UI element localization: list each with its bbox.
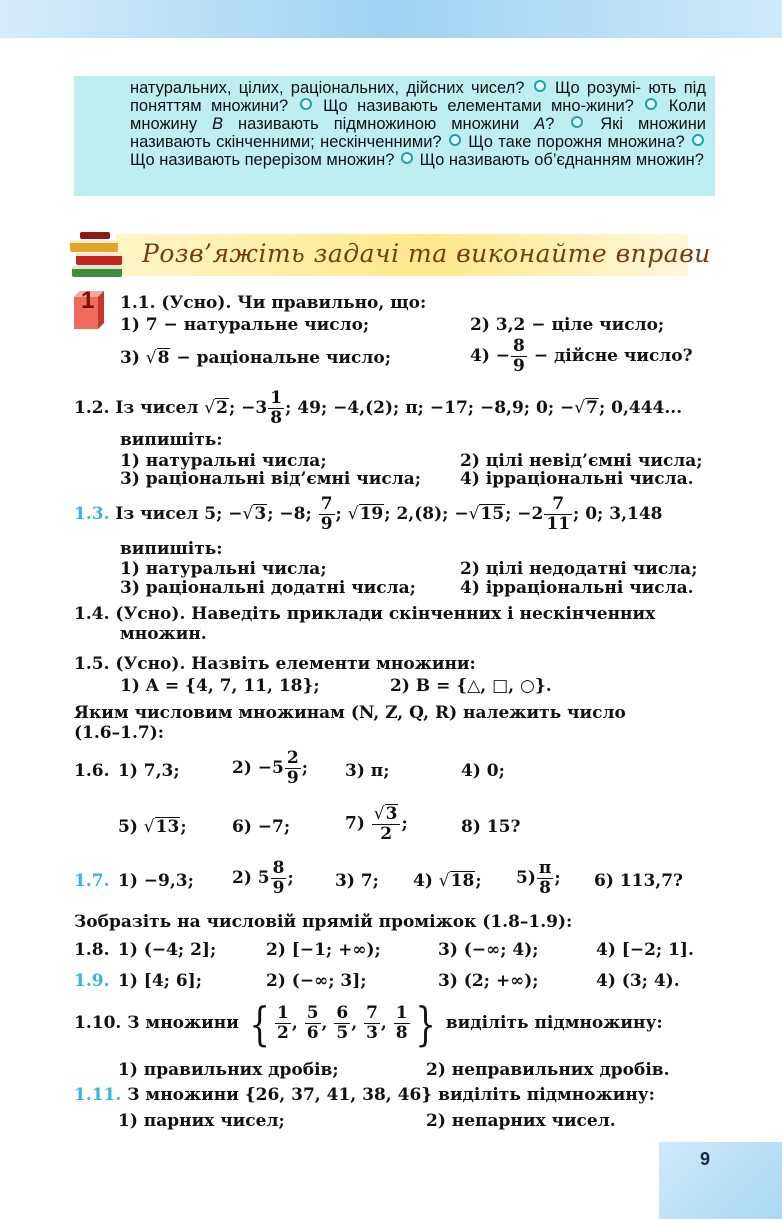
exercise-1-10-option-1: 1) правильних дробів; xyxy=(118,1060,339,1080)
interval-intro: Зобразіть на числовій прямій проміжок (1.8–1.9): xyxy=(74,912,573,932)
exercise-1-6-num: 1.6. xyxy=(74,761,110,781)
exercise-1-6-option-8: 8) 15? xyxy=(461,817,521,837)
question-line: натуральних, цілих, раціональних, дійсних чисел? xyxy=(130,79,525,97)
exercise-1-7-num: 1.7. xyxy=(74,871,110,891)
exercise-1-5-option-2: 2) B = {△, □, ○}. xyxy=(390,676,552,696)
bullet-icon xyxy=(534,80,546,92)
exercise-1-3-option-2: 2) цілі недодатні числа; xyxy=(460,559,698,579)
exercise-1-10-option-2: 2) неправильних дробів. xyxy=(426,1060,670,1080)
exercise-1-2-instruction: випишіть: xyxy=(120,430,223,450)
exercise-1-2-option-1: 1) натуральні числа; xyxy=(120,451,327,471)
bullet-icon xyxy=(571,116,583,128)
exercise-1-8-option-3: 3) (−∞; 4); xyxy=(438,940,539,960)
exercise-1-2: 1.2. Із чисел √2; −3 $\frac{1}{8}$ ; 49; −4,(2); π; −17; −8,9; 0; −√7; 0,444... xyxy=(74,388,683,428)
exercise-1-6-option-5: 5) √13; xyxy=(118,817,187,837)
sets-intro-line-2: (1.6–1.7): xyxy=(74,723,165,743)
exercise-1-5: 1.5. (Усно). Назвіть елементи множини: xyxy=(74,654,476,674)
bullet-icon xyxy=(692,134,704,146)
exercise-1-11-option-2: 2) непарних чисел. xyxy=(426,1111,616,1131)
exercise-1-8-num: 1.8. xyxy=(74,940,110,960)
exercise-1-3: 1.3. Із чисел 5; −√3; −8; $\frac{7}{9}$ ; √19; 2,(8); −√15; −2 $\frac{7}{11}$ ; 0; 3,148 xyxy=(74,494,663,534)
exercise-1-3-option-1: 1) натуральні числа; xyxy=(120,559,327,579)
bullet-icon xyxy=(300,98,312,110)
exercise-1-7-option-5: 5) $\frac{\pi}{8}$ ; xyxy=(516,858,561,898)
exercise-1-10: 1.10. З множини { $\frac{1}{2}$ , $\frac{5}{6}$ , $\frac{6}{5}$ , $\frac{7}{3}$ , $\frac{1}{8}$ } виділіть підмножину: xyxy=(74,996,663,1051)
books-icon xyxy=(68,230,128,282)
exercise-1-8-option-4: 4) [−2; 1]. xyxy=(596,940,694,960)
section-title: Розв’яжіть задачі та виконайте вправи xyxy=(142,239,711,268)
bullet-icon xyxy=(645,98,657,110)
exercise-1-1-option-2: 2) 3,2 − ціле число; xyxy=(470,315,665,335)
exercise-1-9-num: 1.9. xyxy=(74,971,110,991)
exercise-1-7-option-3: 3) 7; xyxy=(335,871,379,891)
exercise-1-7-option-2: 2) 5 $\frac{8}{9}$ ; xyxy=(232,858,294,898)
page-number: 9 xyxy=(700,1149,711,1169)
exercise-1-3-instruction: випишіть: xyxy=(120,539,223,559)
exercise-1-6-option-2: 2) −5 $\frac{2}{9}$ ; xyxy=(232,748,308,788)
exercise-1-7-option-6: 6) 113,7? xyxy=(594,871,683,891)
exercise-1-4-cont: множин. xyxy=(120,624,207,644)
page-number-box xyxy=(659,1142,782,1219)
exercise-1-5-option-1: 1) A = {4, 7, 11, 18}; xyxy=(120,676,320,696)
exercise-1-9-option-4: 4) (3; 4). xyxy=(596,971,680,991)
level-badge-number: 1 xyxy=(81,287,95,314)
exercise-1-7-option-4: 4) √18; xyxy=(413,871,482,891)
exercise-1-11: 1.11. З множини {26, 37, 41, 38, 46} виділіть підмножину: xyxy=(74,1085,655,1105)
exercise-1-6-option-1: 1) 7,3; xyxy=(118,761,180,781)
exercise-1-1-option-1: 1) 7 − натуральне число; xyxy=(120,315,370,335)
exercise-1-2-option-4: 4) ірраціональні числа. xyxy=(460,469,694,489)
exercise-1-6-option-3: 3) π; xyxy=(345,761,390,781)
exercise-1-9-option-3: 3) (2; +∞); xyxy=(438,971,539,991)
top-decorative-band xyxy=(0,0,782,38)
exercise-1-8-option-1: 1) (−4; 2]; xyxy=(118,940,217,960)
exercise-1-3-option-4: 4) ірраціональні числа. xyxy=(460,578,694,598)
review-questions-text: натуральних, цілих, раціональних, дійсних чисел? Що розумі- ють під поняттям множини? Що називають елементами мно-жини? Коли множину B називають підмножиною множини A? Які множини називають скінченними; нескінченними? Що таке порожня множина? Що називають перерізом множин? Що називають об’єднанням множин? xyxy=(130,79,707,169)
bullet-icon xyxy=(449,134,461,146)
exercise-1-6-option-4: 4) 0; xyxy=(461,761,505,781)
exercise-1-1: 1.1. (Усно). Чи правильно, що: xyxy=(120,293,427,313)
exercise-1-9-option-1: 1) [4; 6]; xyxy=(118,971,203,991)
exercise-1-1-option-4: 4) − $\frac{8}{9}$ − дійсне число? xyxy=(470,336,693,376)
exercise-1-6-option-6: 6) −7; xyxy=(232,817,291,837)
exercise-1-7-option-1: 1) −9,3; xyxy=(118,871,194,891)
exercise-1-11-option-1: 1) парних чисел; xyxy=(118,1111,285,1131)
exercise-1-9-option-2: 2) (−∞; 3]; xyxy=(266,971,367,991)
exercise-1-2-option-2: 2) цілі невід’ємні числа; xyxy=(460,451,703,471)
sets-intro-line-1: Яким числовим множинам (N, Z, Q, R) належить число xyxy=(74,703,626,723)
exercise-1-1-option-3: 3) √8 − раціональне число; xyxy=(120,348,391,368)
exercise-1-6-option-7: 7) $\frac{√3}{2}$ ; xyxy=(345,804,408,844)
exercise-1-4: 1.4. (Усно). Наведіть приклади скінченних і нескінченних xyxy=(74,604,656,624)
exercise-1-2-option-3: 3) раціональні від’ємні числа; xyxy=(120,469,421,489)
exercise-1-8-option-2: 2) [−1; +∞); xyxy=(266,940,381,960)
exercise-1-3-option-3: 3) раціональні додатні числа; xyxy=(120,578,416,598)
bullet-icon xyxy=(401,152,413,164)
